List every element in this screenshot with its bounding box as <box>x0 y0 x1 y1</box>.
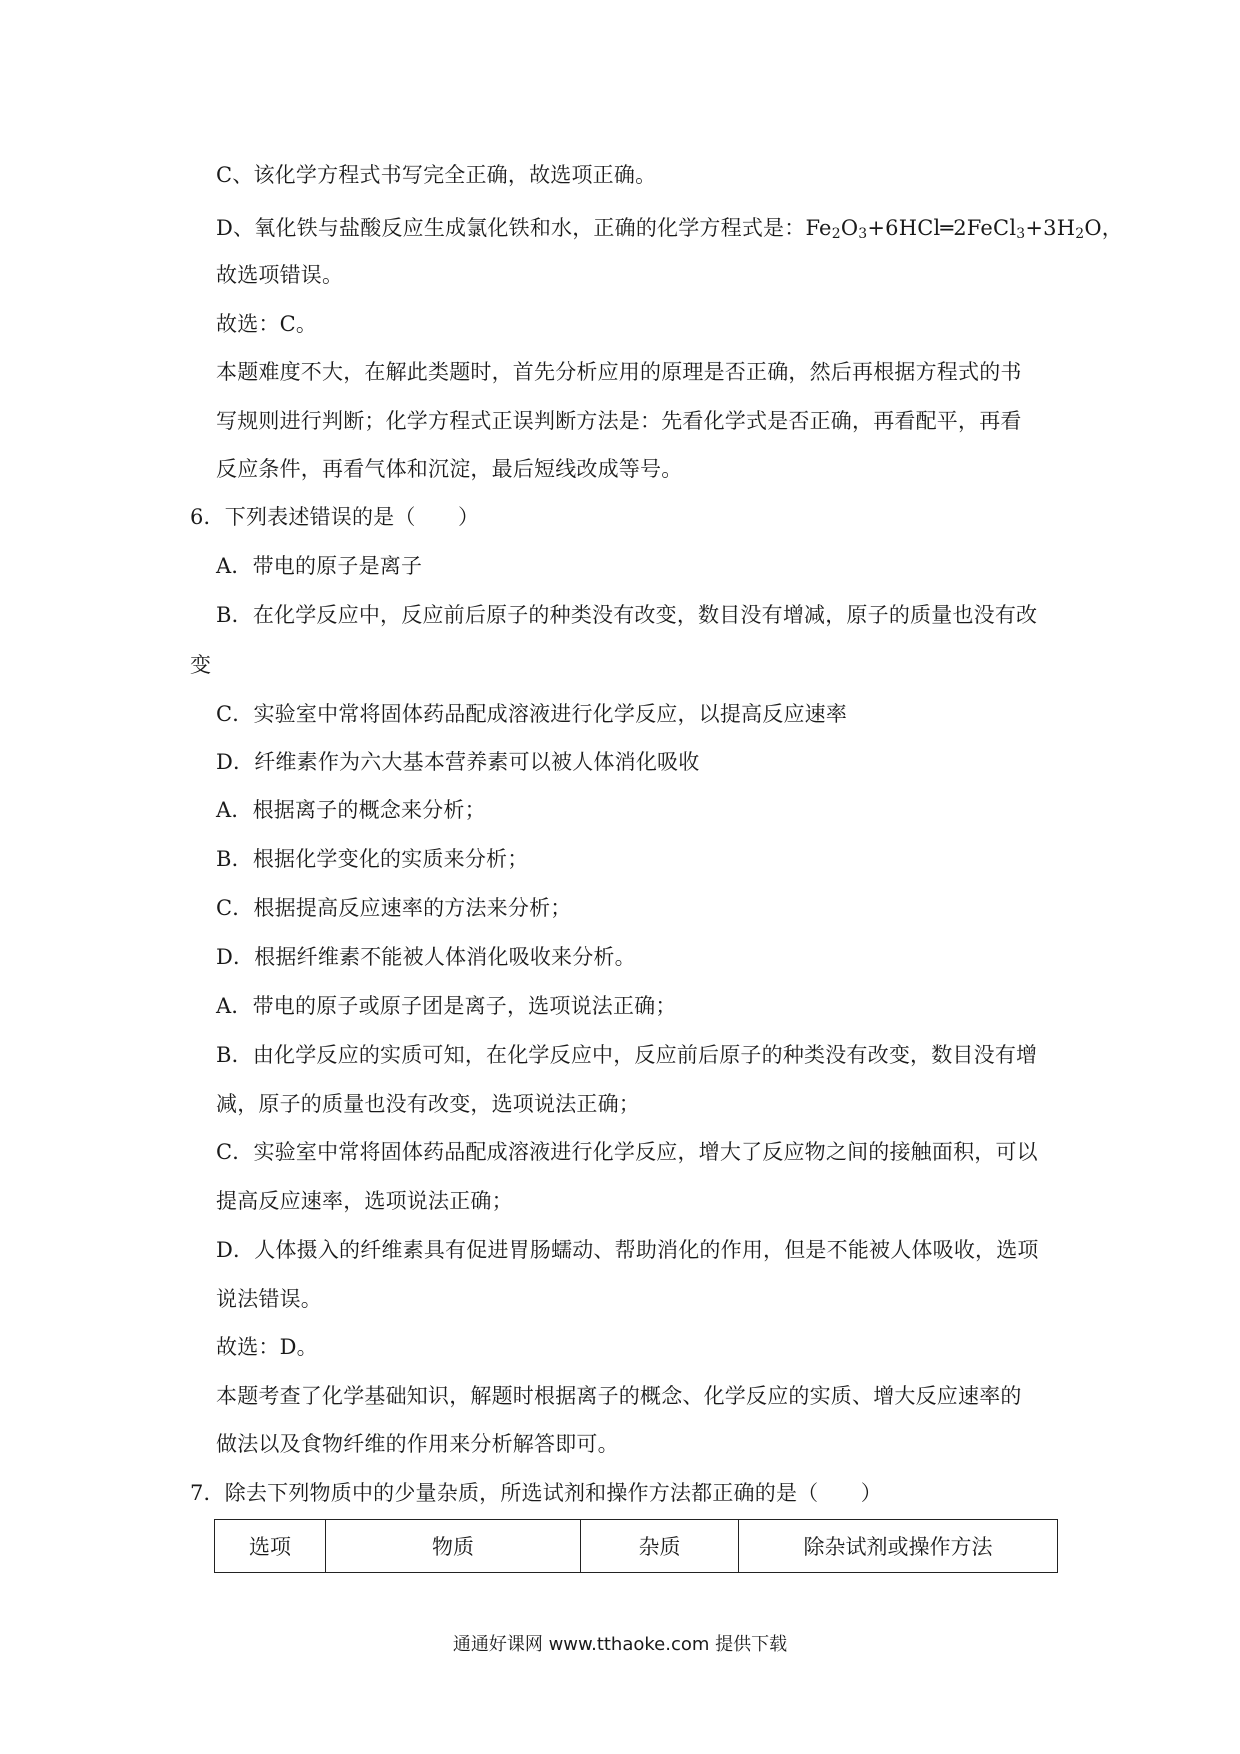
table-header-method: 除杂试剂或操作方法 <box>739 1520 1058 1573</box>
question-6-option-a: A．带电的原子是离子 <box>216 554 423 578</box>
answer-line-q6: 故选：D。 <box>216 1335 318 1359</box>
solution-line-d-cont: 故选项错误。 <box>216 263 344 287</box>
explanation-line-b-cont: 减，原子的质量也没有改变，选项说法正确； <box>216 1092 640 1116</box>
explanation-line-d-cont: 说法错误。 <box>216 1287 322 1311</box>
question-7-stem: 7．除去下列物质中的少量杂质，所选试剂和操作方法都正确的是（ ） <box>190 1481 882 1505</box>
summary-line-1: 本题考查了化学基础知识，解题时根据离子的概念、化学反应的实质、增大反应速率的 <box>216 1384 1022 1408</box>
table-header-substance: 物质 <box>326 1520 581 1573</box>
comment-line-1: 本题难度不大，在解此类题时，首先分析应用的原理是否正确，然后再根据方程式的书 <box>216 360 1022 384</box>
explanation-line-c: C．实验室中常将固体药品配成溶液进行化学反应，增大了反应物之间的接触面积，可以 <box>216 1140 1038 1164</box>
table-header-row <box>215 1520 1058 1573</box>
solution-line-d-text: D、氧化铁与盐酸反应生成氯化铁和水，正确的化学方程式是： <box>216 216 806 240</box>
comment-line-2: 写规则进行判断；化学方程式正误判断方法是：先看化学式是否正确，再看配平，再看 <box>216 409 1022 433</box>
question-6-option-b-cont: 变 <box>190 653 212 677</box>
comment-line-3: 反应条件，再看气体和沉淀，最后短线改成等号。 <box>216 457 683 481</box>
options-table <box>214 1519 1058 1573</box>
question-6-option-d: D．纤维素作为六大基本营养素可以被人体消化吸收 <box>216 750 700 774</box>
question-6-option-c: C．实验室中常将固体药品配成溶液进行化学反应，以提高反应速率 <box>216 702 848 726</box>
solution-line-d <box>216 213 1123 243</box>
table-header-option: 选项 <box>215 1520 326 1573</box>
summary-line-2: 做法以及食物纤维的作用来分析解答即可。 <box>216 1432 619 1456</box>
explanation-line-d: D．人体摄入的纤维素具有促进胃肠蠕动、帮助消化的作用，但是不能被人体吸收，选项 <box>216 1238 1039 1262</box>
footer-watermark-text: 通通好课网 www.tthaoke.com 提供下载 <box>452 1634 788 1655</box>
chemical-equation: $Fe_2O_3+6HCl═2FeCl_3+3H_2O$， <box>805 216 1123 242</box>
answer-line-q5: 故选：C。 <box>216 312 318 336</box>
analysis-line-a: A．根据离子的概念来分析； <box>216 798 486 822</box>
table-header-impurity: 杂质 <box>581 1520 739 1573</box>
question-6-option-b: B．在化学反应中，反应前后原子的种类没有改变，数目没有增减，原子的质量也没有改 <box>216 603 1038 627</box>
question-6-stem: 6．下列表述错误的是（ ） <box>190 505 480 529</box>
explanation-line-c-cont: 提高反应速率，选项说法正确； <box>216 1189 513 1213</box>
explanation-line-a: A．带电的原子或原子团是离子，选项说法正确； <box>216 994 677 1018</box>
explanation-line-b: B．由化学反应的实质可知，在化学反应中，反应前后原子的种类没有改变，数目没有增 <box>216 1043 1038 1067</box>
analysis-line-c: C．根据提高反应速率的方法来分析； <box>216 896 572 920</box>
analysis-line-d: D．根据纤维素不能被人体消化吸收来分析。 <box>216 945 636 969</box>
solution-line-c: C、该化学方程式书写完全正确，故选项正确。 <box>216 163 657 187</box>
analysis-line-b: B．根据化学变化的实质来分析； <box>216 847 529 871</box>
